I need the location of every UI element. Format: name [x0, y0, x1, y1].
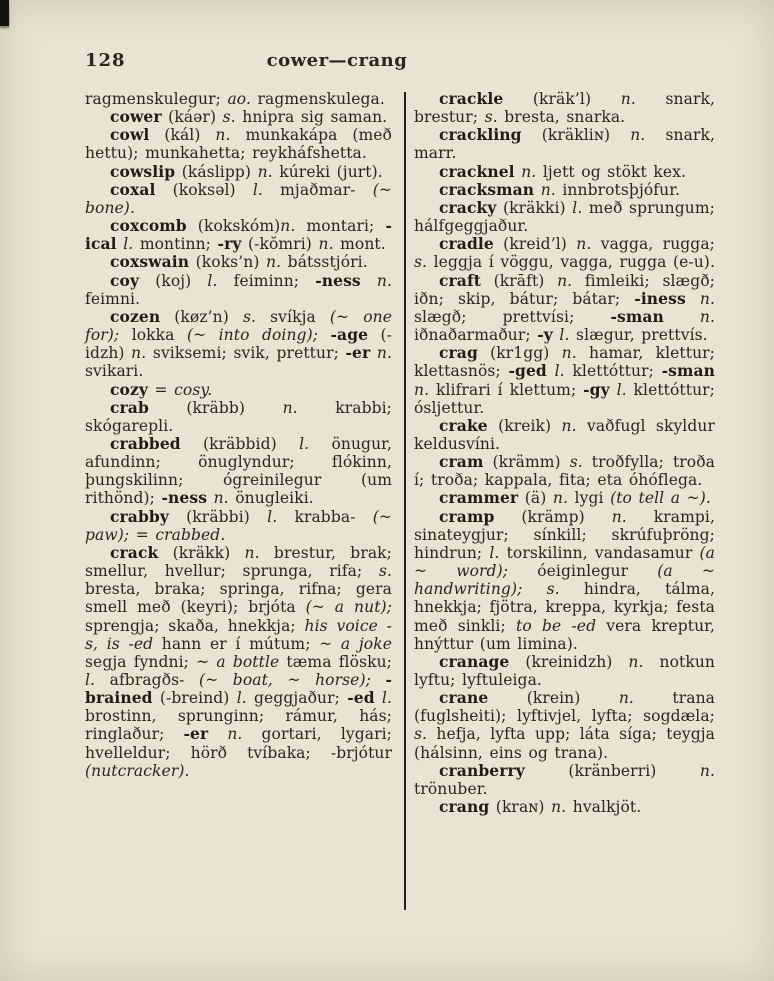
headword-or-suffix: craft — [439, 270, 481, 290]
italic-text: n. — [628, 652, 644, 671]
headword-or-suffix: coxal — [110, 179, 156, 199]
dictionary-entry — [85, 163, 392, 181]
italic-text: ao. — [227, 90, 251, 108]
headword-or-suffix: -ness — [161, 488, 208, 508]
definition-text: (kräkki) — [496, 198, 573, 217]
scan-corner-mark — [0, 0, 9, 26]
dictionary-entry — [414, 272, 715, 345]
dictionary-entry — [414, 344, 715, 417]
italic-text: n. — [699, 761, 715, 780]
italic-text: n. — [215, 126, 231, 145]
italic-text: s. — [546, 580, 560, 599]
headword-or-suffix: -age — [330, 325, 369, 345]
definition-text — [664, 308, 700, 326]
page-number: 128 — [85, 50, 126, 71]
italic-text: (a ~ word); — [414, 543, 715, 581]
definition-text — [610, 381, 617, 399]
definition-text: klifrari í klettum; — [429, 380, 584, 399]
definition-text: bátsstjóri. — [281, 253, 368, 272]
italic-text: s. — [242, 307, 257, 326]
italic-text: n. — [131, 344, 147, 363]
definition-text: klettóttur; ósljettur. — [414, 380, 716, 417]
italic-text: l. — [489, 543, 500, 562]
dictionary-entry — [85, 108, 392, 126]
dictionary-entry — [414, 235, 715, 271]
definition-text: (krämm) — [483, 453, 570, 472]
definition-text: brostinn, sprunginn; rámur, hás; ringlaður; — [85, 707, 392, 744]
italic-text: s. — [414, 725, 428, 744]
headword-or-suffix: coxswain — [110, 252, 190, 272]
italic-text: l. — [299, 434, 310, 453]
headword-or-suffix: -gy — [583, 379, 610, 399]
dictionary-entry — [414, 199, 715, 235]
definition-text: önugleiki. — [228, 489, 314, 508]
dictionary-entry — [85, 272, 392, 308]
definition-text: (kräbbid) — [180, 434, 300, 453]
italic-text: l. — [236, 689, 247, 708]
headword-or-suffix: cowslip — [110, 161, 176, 181]
headword-or-suffix: crake — [439, 415, 488, 435]
definition-text: troðfylla; troða í; troða; kappala, fita; eta óhóflega. — [414, 453, 715, 490]
italic-text: n. — [414, 380, 430, 399]
definition-text: ljett og stökt kex. — [536, 162, 687, 181]
definition-text: snark, marr. — [414, 126, 715, 163]
italic-text: l. — [554, 362, 565, 381]
dictionary-entry — [85, 399, 392, 435]
definition-text: (-idzh) — [85, 326, 393, 363]
definition-text: (kreinidzh) — [509, 652, 629, 671]
headword-or-suffix: cracksman — [439, 179, 535, 199]
definition-text: (koks’n) — [189, 253, 267, 272]
headword-or-suffix: crab — [110, 397, 149, 417]
italic-text: l. — [123, 235, 134, 254]
definition-text: (kreik) — [487, 416, 562, 435]
definition-text: lokka — [119, 326, 187, 345]
headword-or-suffix: cranage — [439, 651, 510, 671]
headword-or-suffix: crabby — [110, 506, 169, 526]
definition-text: hamar, klettur; klettasnös; — [414, 344, 715, 381]
dictionary-entry — [414, 181, 715, 199]
dictionary-entry — [85, 217, 392, 253]
definition-text: = — [148, 380, 175, 399]
headword-or-suffix: cozy — [110, 379, 148, 399]
definition-text — [686, 290, 700, 308]
definition-text: (kreid’l) — [493, 235, 577, 254]
headword-or-suffix: -ry — [217, 234, 242, 254]
definition-text: sprengja; skaða, hnekkja; — [85, 616, 305, 635]
definition-text: munkakápa (með hettu); munkahetta; reykháfshetta. — [85, 126, 392, 163]
italic-text: n. — [576, 235, 592, 254]
headword-or-suffix: crack — [110, 542, 159, 562]
italic-text: n. — [376, 271, 392, 290]
italic-text: n. — [699, 289, 715, 308]
definition-text: (krämp) — [494, 507, 612, 526]
definition-text — [208, 725, 227, 743]
definition-text: óeiginlegur — [508, 562, 658, 581]
headword-or-suffix: cramp — [439, 506, 495, 526]
italic-text: (to tell a ~). — [610, 489, 711, 508]
italic-text: cosy. — [174, 380, 213, 399]
definition-text: hvalkjöt. — [566, 798, 642, 817]
definition-text — [522, 580, 546, 598]
headword-or-suffix: cracknel — [439, 161, 515, 181]
dictionary-entry — [85, 508, 392, 544]
italic-text: n. — [552, 489, 569, 508]
definition-text: = — [129, 525, 156, 544]
definition-text: (koj) — [139, 271, 208, 290]
italic-text: crabbed. — [155, 525, 226, 544]
definition-text — [370, 344, 377, 362]
definition-text: ragmenskulegur; — [85, 90, 228, 108]
italic-text: s. — [222, 108, 236, 127]
definition-text: klettóttur; — [564, 362, 662, 381]
italic-text: ~ a bottle — [196, 652, 280, 671]
definition-text: trönuber. — [414, 779, 488, 798]
italic-text: n. — [611, 507, 627, 526]
definition-text: (kräkliɴ) — [521, 126, 631, 145]
definition-text: (koksəl) — [155, 180, 253, 199]
definition-text: ragmenskulega. — [250, 90, 385, 108]
italic-text: l. — [381, 689, 392, 708]
definition-text — [375, 689, 382, 707]
headword-or-suffix: -iness — [634, 288, 686, 308]
definition-text: krabbi; skógarepli. — [85, 398, 392, 435]
italic-text: n. — [561, 416, 577, 435]
headword-or-suffix: crang — [439, 797, 490, 817]
definition-text: sviksemi; svik, prettur; — [146, 344, 346, 363]
dictionary-entry — [85, 90, 392, 108]
italic-text: n. — [266, 253, 282, 272]
definition-text: snark, brestur; — [414, 90, 715, 127]
headword-or-suffix: cracky — [439, 197, 497, 217]
definition-text: montari; — [295, 217, 386, 236]
dictionary-entry — [414, 653, 715, 689]
definition-text: (kräbb) — [148, 398, 283, 417]
dictionary-entry — [414, 762, 715, 798]
definition-text: hefja, lyfta upp; láta síga; teygja (hálsinn, eins og trana). — [414, 725, 715, 762]
definition-text: trana (fuglsheiti); lyftivjel, lyfta; sogdæla; — [414, 689, 715, 726]
dictionary-entry — [85, 253, 392, 271]
right-column — [414, 90, 715, 816]
italic-text: n. — [540, 180, 556, 199]
definition-text: (krein) — [488, 689, 619, 708]
dictionary-entry — [85, 381, 392, 399]
definition-text: tæma flösku; — [279, 652, 392, 671]
definition-text: (køz’n) — [160, 307, 243, 326]
definition-text — [361, 272, 377, 290]
italic-text: l. — [252, 180, 263, 199]
definition-text: vera kreptur, hnýttur (um limina). — [414, 616, 715, 653]
headword-or-suffix: crag — [439, 343, 478, 363]
definition-text — [371, 671, 386, 689]
italic-text: ~ a joke — [319, 634, 392, 653]
dictionary-entry — [85, 308, 392, 381]
italic-text: n. — [557, 271, 573, 290]
definition-text: feimni. — [85, 289, 141, 308]
headword-or-suffix: -y — [537, 325, 553, 345]
definition-text: feiminn; — [217, 271, 316, 290]
dictionary-entry — [414, 508, 715, 653]
italic-text: his voice -s, is -ed — [85, 616, 392, 653]
definition-text: hnipra sig saman. — [235, 108, 388, 127]
definition-text: svikari. — [85, 362, 144, 381]
italic-text: n. — [280, 217, 296, 236]
italic-text: n. — [618, 689, 634, 708]
definition-text: slægur, prettvís. — [569, 326, 708, 345]
definition-text — [318, 326, 330, 344]
italic-text: s. — [484, 108, 498, 127]
headword-or-suffix: -ness — [315, 270, 361, 290]
headword-or-suffix: -ged — [508, 361, 547, 381]
definition-text: hindra, tálma, hnekkja; fjötra, kreppa, kyrkja; festa með sinkli; — [414, 580, 715, 635]
definition-text: (kr1gg) — [477, 344, 562, 363]
definition-text: (kraɴ) — [489, 798, 552, 817]
definition-text: leggja í vöggu, vagga, rugga (e-u). — [427, 253, 715, 272]
definition-text: gortari, lygari; hvelleldur; hörð tvíbaka; -brjótur — [85, 725, 393, 762]
definition-text: kúreki (jurt). — [272, 162, 383, 181]
definition-text: svíkja — [256, 307, 330, 326]
definition-text: (kräk’l) — [503, 90, 621, 108]
definition-text: vaðfugl skyldur keldusvíni. — [414, 416, 715, 453]
dictionary-entry — [414, 689, 715, 762]
italic-text: n. — [257, 162, 273, 181]
italic-text: l. — [85, 671, 96, 689]
definition-text: (-breind) — [152, 689, 237, 708]
definition-text: önugur, afundinn; önuglyndur; flókinn, þungskilinn; ógreinilegur (um rithönd); — [85, 434, 392, 508]
italic-text: n. — [521, 162, 537, 181]
italic-text: n. — [318, 235, 334, 254]
definition-text: mjaðmar- — [262, 180, 373, 199]
definition-text: (kál) — [149, 126, 216, 145]
definition-text: (ä) — [518, 489, 553, 508]
headword-or-suffix: -er — [183, 724, 209, 744]
column-divider — [404, 92, 406, 910]
definition-text: (kräkk) — [158, 543, 245, 562]
headword-or-suffix: coy — [110, 270, 140, 290]
headword-or-suffix: cozen — [110, 306, 161, 326]
italic-text: (~ into doing); — [186, 326, 319, 345]
definition-text: krabba- — [277, 507, 373, 526]
italic-text: l. — [207, 271, 218, 290]
italic-text: (~ a nut); — [305, 598, 392, 617]
dictionary-entry — [414, 798, 715, 816]
italic-text: l. — [616, 380, 627, 399]
italic-text: n. — [244, 543, 260, 562]
running-head: cower—crang — [266, 50, 408, 71]
italic-text: s. — [378, 562, 392, 581]
headword-or-suffix: cowl — [110, 125, 150, 145]
italic-text: l. — [572, 198, 583, 217]
headword-or-suffix: -sman — [610, 306, 664, 326]
italic-text: to be -ed — [516, 616, 597, 635]
definition-text: (krāft) — [480, 271, 558, 290]
headword-or-suffix: cower — [110, 107, 162, 127]
definition-text: vagga, rugga; — [591, 235, 715, 254]
dictionary-entry — [85, 126, 392, 162]
definition-text: krampi, sinateygjur; sínkill; skrúfuþröng; hindrun; — [414, 507, 715, 562]
dictionary-entry — [414, 417, 715, 453]
definition-text: afbragðs- — [95, 671, 200, 689]
headword-or-suffix: -sman — [661, 361, 716, 381]
dictionary-entry — [414, 90, 715, 126]
definition-text: slægð; prettvísi; — [414, 307, 611, 326]
italic-text: (a ~ handwriting); — [414, 562, 716, 599]
definition-text: hann er í mútum; — [153, 634, 320, 653]
headword-or-suffix: -ed — [347, 688, 375, 708]
headword-or-suffix: -ical — [85, 216, 392, 254]
left-column — [85, 90, 392, 780]
headword-or-suffix: crabbed — [110, 433, 181, 453]
italic-text: l. — [267, 507, 278, 526]
italic-text: n. — [620, 90, 636, 108]
definition-text: (kokskóm) — [186, 217, 281, 236]
italic-text: s. — [414, 253, 428, 272]
dictionary-entry — [414, 453, 715, 489]
italic-text: (nutcracker). — [85, 761, 190, 780]
italic-text: (~ bone). — [85, 180, 392, 217]
dictionary-entry — [414, 489, 715, 507]
dictionary-entry — [414, 126, 715, 162]
definition-text: með sprungum; hálfgeggjaður. — [414, 198, 715, 236]
definition-text: notkun lyftu; lyftuleiga. — [414, 652, 715, 689]
definition-text: torskilinn, vandasamur — [499, 543, 700, 562]
italic-text: n. — [551, 798, 567, 817]
headword-or-suffix: crackle — [439, 89, 504, 108]
headword-or-suffix: -brained — [85, 670, 392, 708]
italic-text: (~ paw); — [85, 507, 393, 544]
definition-text: (káslipp) — [175, 162, 258, 181]
dictionary-entry — [414, 163, 715, 181]
definition-text: fimleiki; slægð; iðn; skip, bátur; bátar; — [414, 271, 715, 308]
definition-text: geggjaður; — [246, 689, 348, 708]
definition-text: bresta, snarka. — [497, 108, 626, 127]
definition-text: (kräbbi) — [168, 507, 268, 526]
headword-or-suffix: cradle — [439, 234, 494, 254]
definition-text: iðnaðarmaður; — [414, 326, 538, 345]
definition-text: (káər) — [161, 108, 223, 127]
italic-text: n. — [630, 126, 646, 145]
italic-text: s. — [569, 453, 583, 472]
italic-text: n. — [282, 398, 298, 417]
italic-text: (~ one for); — [85, 307, 392, 345]
definition-text: (-kŏmri) — [241, 235, 319, 254]
definition-text: segja fyndni; — [85, 652, 197, 671]
headword-or-suffix: crackling — [439, 125, 522, 145]
italic-text: n. — [213, 489, 229, 508]
definition-text: innbrotsþjófur. — [555, 180, 681, 199]
headword-or-suffix: coxcomb — [110, 216, 187, 236]
dictionary-entry — [85, 544, 392, 780]
italic-text: n. — [376, 344, 393, 363]
headword-or-suffix: crane — [439, 688, 489, 708]
definition-text: (kränberri) — [524, 761, 700, 780]
definition-text — [547, 362, 555, 380]
italic-text: n. — [227, 725, 243, 744]
definition-text: montinn; — [133, 235, 218, 254]
dictionary-entry — [85, 435, 392, 508]
definition-text: mont. — [333, 235, 386, 254]
headword-or-suffix: crammer — [439, 488, 519, 508]
dictionary-entry — [85, 181, 392, 217]
italic-text: n. — [561, 344, 577, 363]
headword-or-suffix: cranberry — [439, 760, 525, 780]
italic-text: l. — [559, 326, 570, 345]
italic-text: (~ boat, ~ horse); — [199, 671, 371, 689]
definition-text: bresta, braka; springa, rifna; gera smell með (keyri); brjóta — [85, 580, 392, 617]
headword-or-suffix: cram — [439, 452, 484, 472]
italic-text: n. — [699, 307, 715, 326]
headword-or-suffix: -er — [345, 343, 371, 363]
definition-text: lygi — [568, 489, 611, 508]
definition-text: brestur, brak; smellur, hvellur; sprunga, rifa; — [85, 543, 392, 581]
